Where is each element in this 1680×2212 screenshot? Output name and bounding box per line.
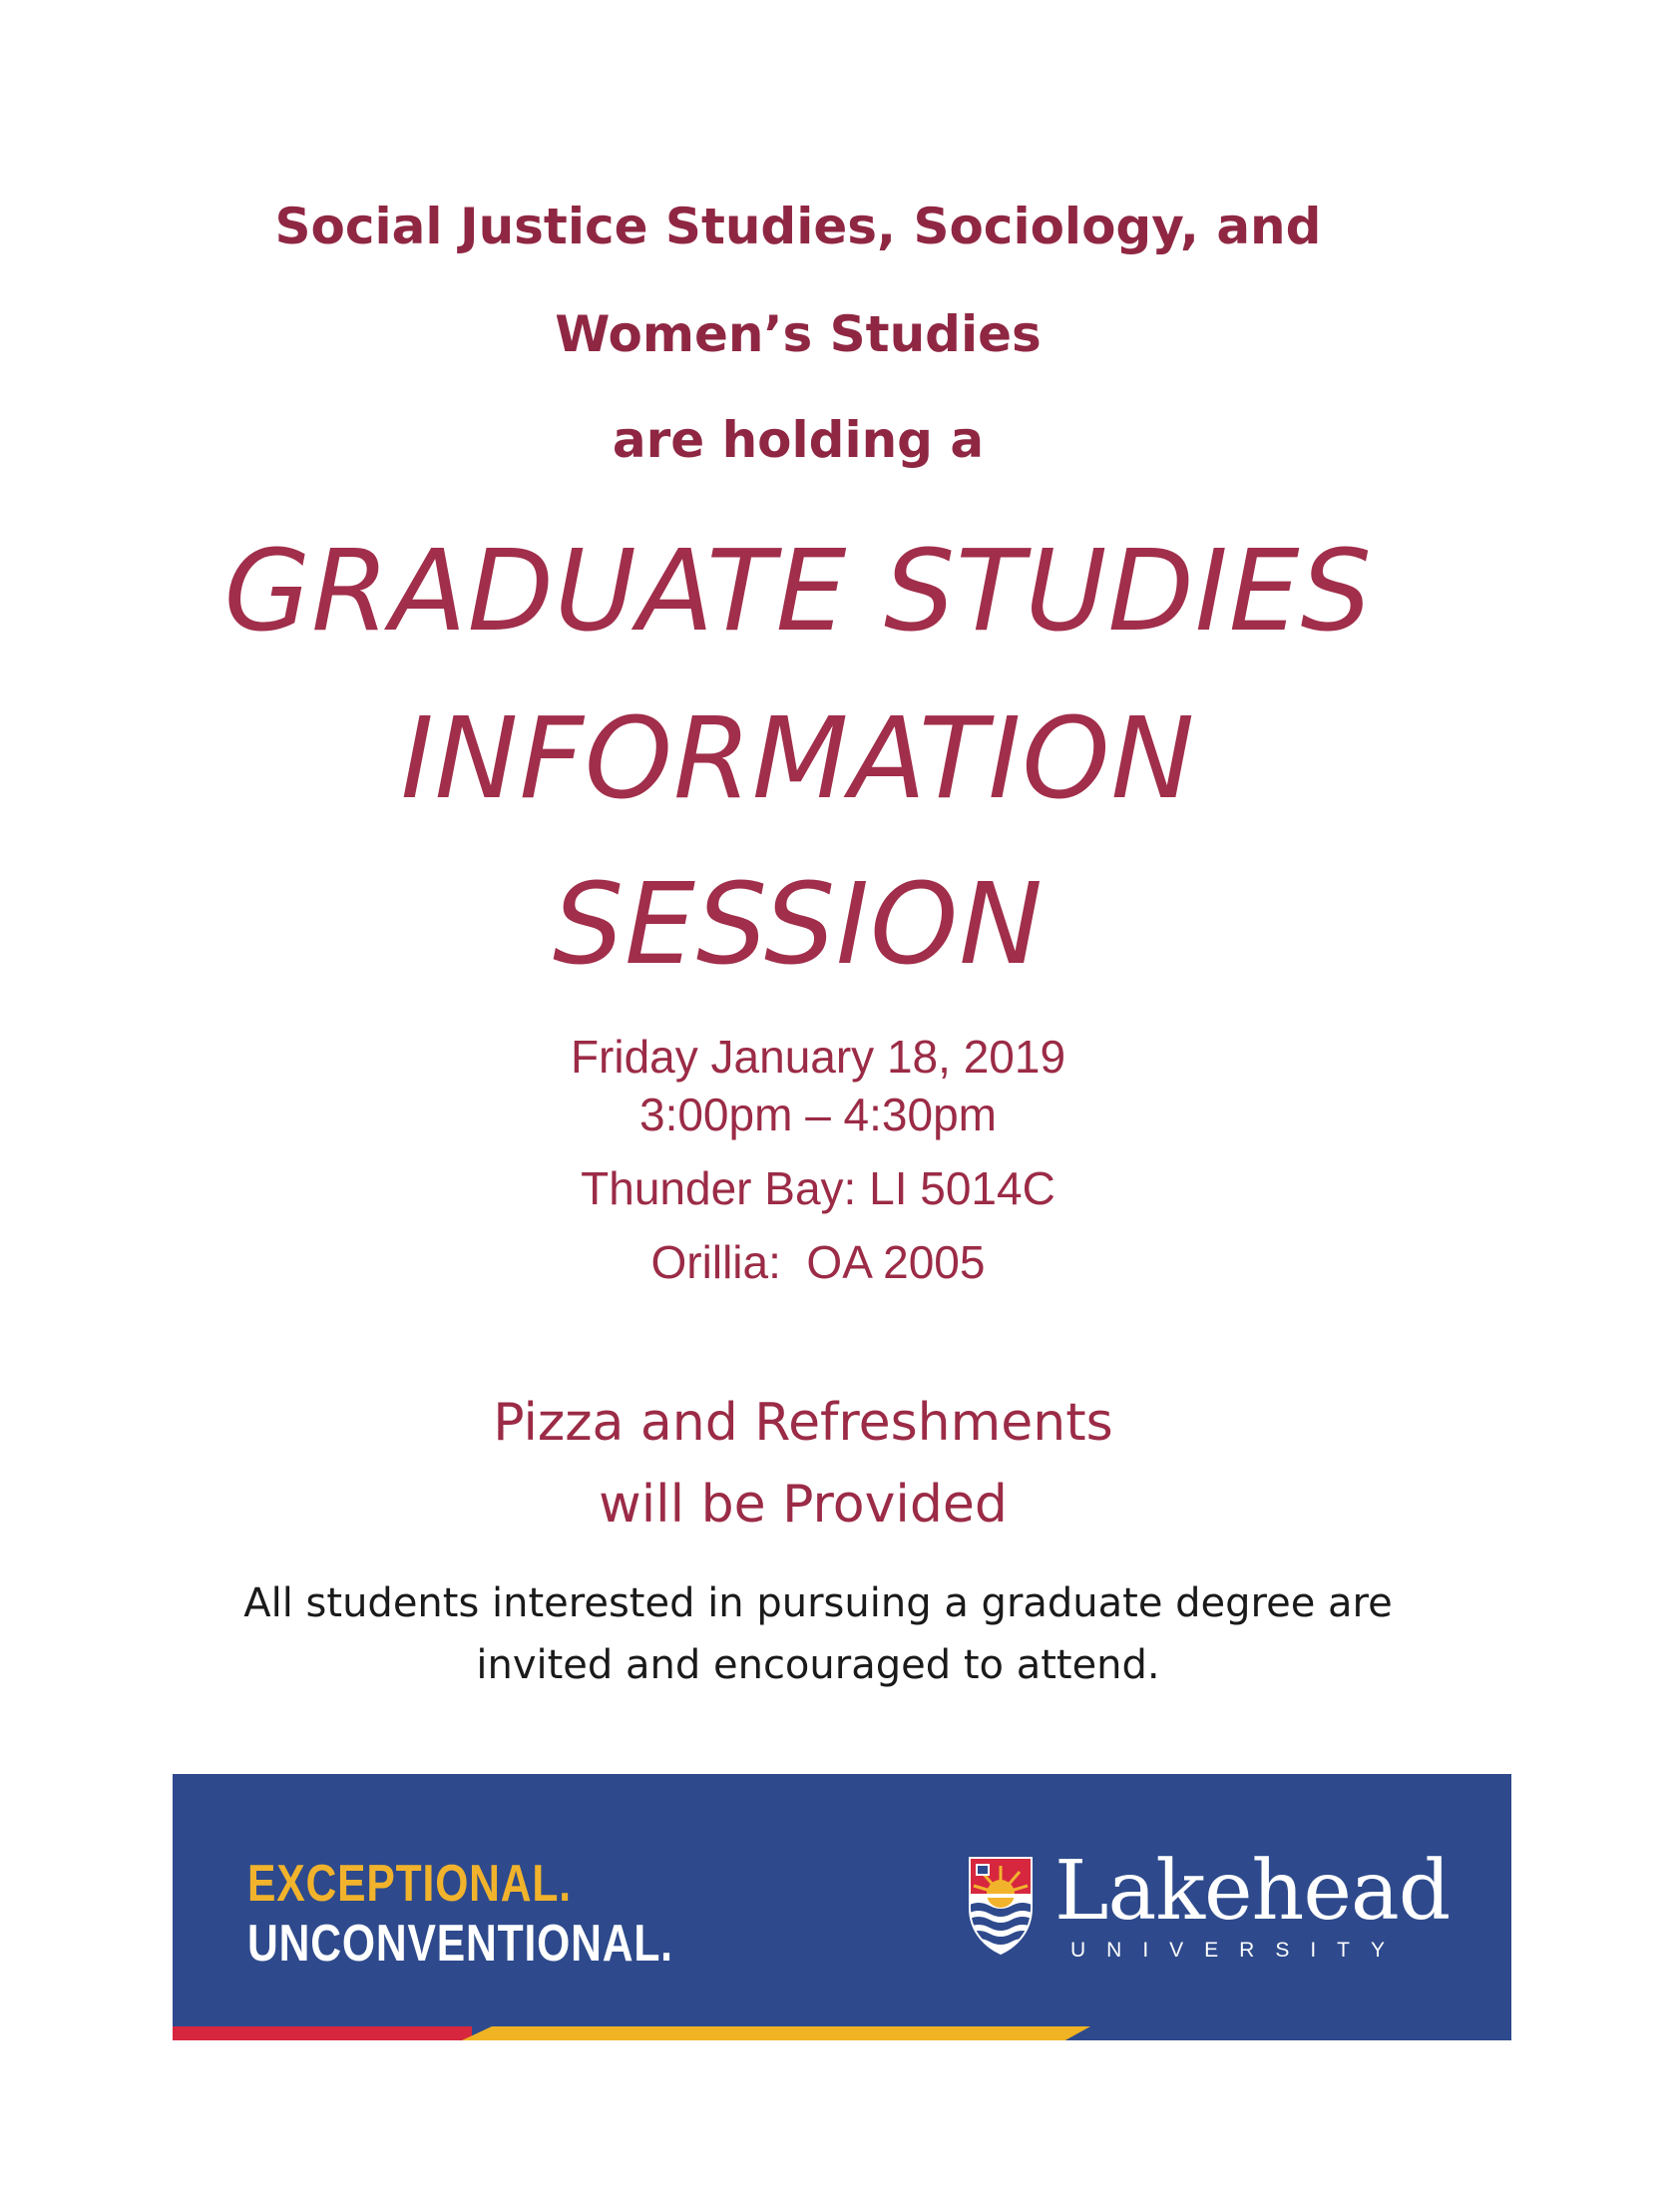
headline-information: INFORMATION [400,694,1196,824]
event-date: Friday January 18, 2019 [570,1031,1066,1083]
event-location-orillia: Orillia: OA 2005 [650,1236,986,1288]
lakehead-shield-logo [968,1856,1034,1956]
lakehead-banner [173,1774,1511,2040]
event-location-thunder-bay: Thunder Bay: LI 5014C [581,1162,1055,1214]
intro-line-departments: Social Justice Studies, Sociology, and [274,198,1322,255]
invitation-note-line1: All students interested in pursuing a graduate degree are [243,1580,1393,1626]
lakehead-wordmark: Lakehead [1054,1844,1451,1939]
intro-line-womens-studies: Women’s Studies [555,305,1042,363]
invitation-note-line2: invited and encouraged to attend. [476,1642,1160,1688]
slogan-exceptional: EXCEPTIONAL. [247,1855,572,1913]
yellow-stripe [462,2026,1090,2040]
event-time: 3:00pm – 4:30pm [638,1089,997,1140]
slogan-unconventional: UNCONVENTIONAL. [247,1915,673,1973]
food-line-pizza: Pizza and Refreshments [493,1393,1113,1453]
headline-graduate-studies: GRADUATE STUDIES [223,527,1373,657]
university-wordmark: UNIVERSITY [1070,1939,1407,1962]
food-line-provided: will be Provided [599,1475,1008,1535]
red-stripe [173,2026,472,2040]
headline-session: SESSION [552,860,1045,990]
intro-line-holding: are holding a [612,411,985,469]
